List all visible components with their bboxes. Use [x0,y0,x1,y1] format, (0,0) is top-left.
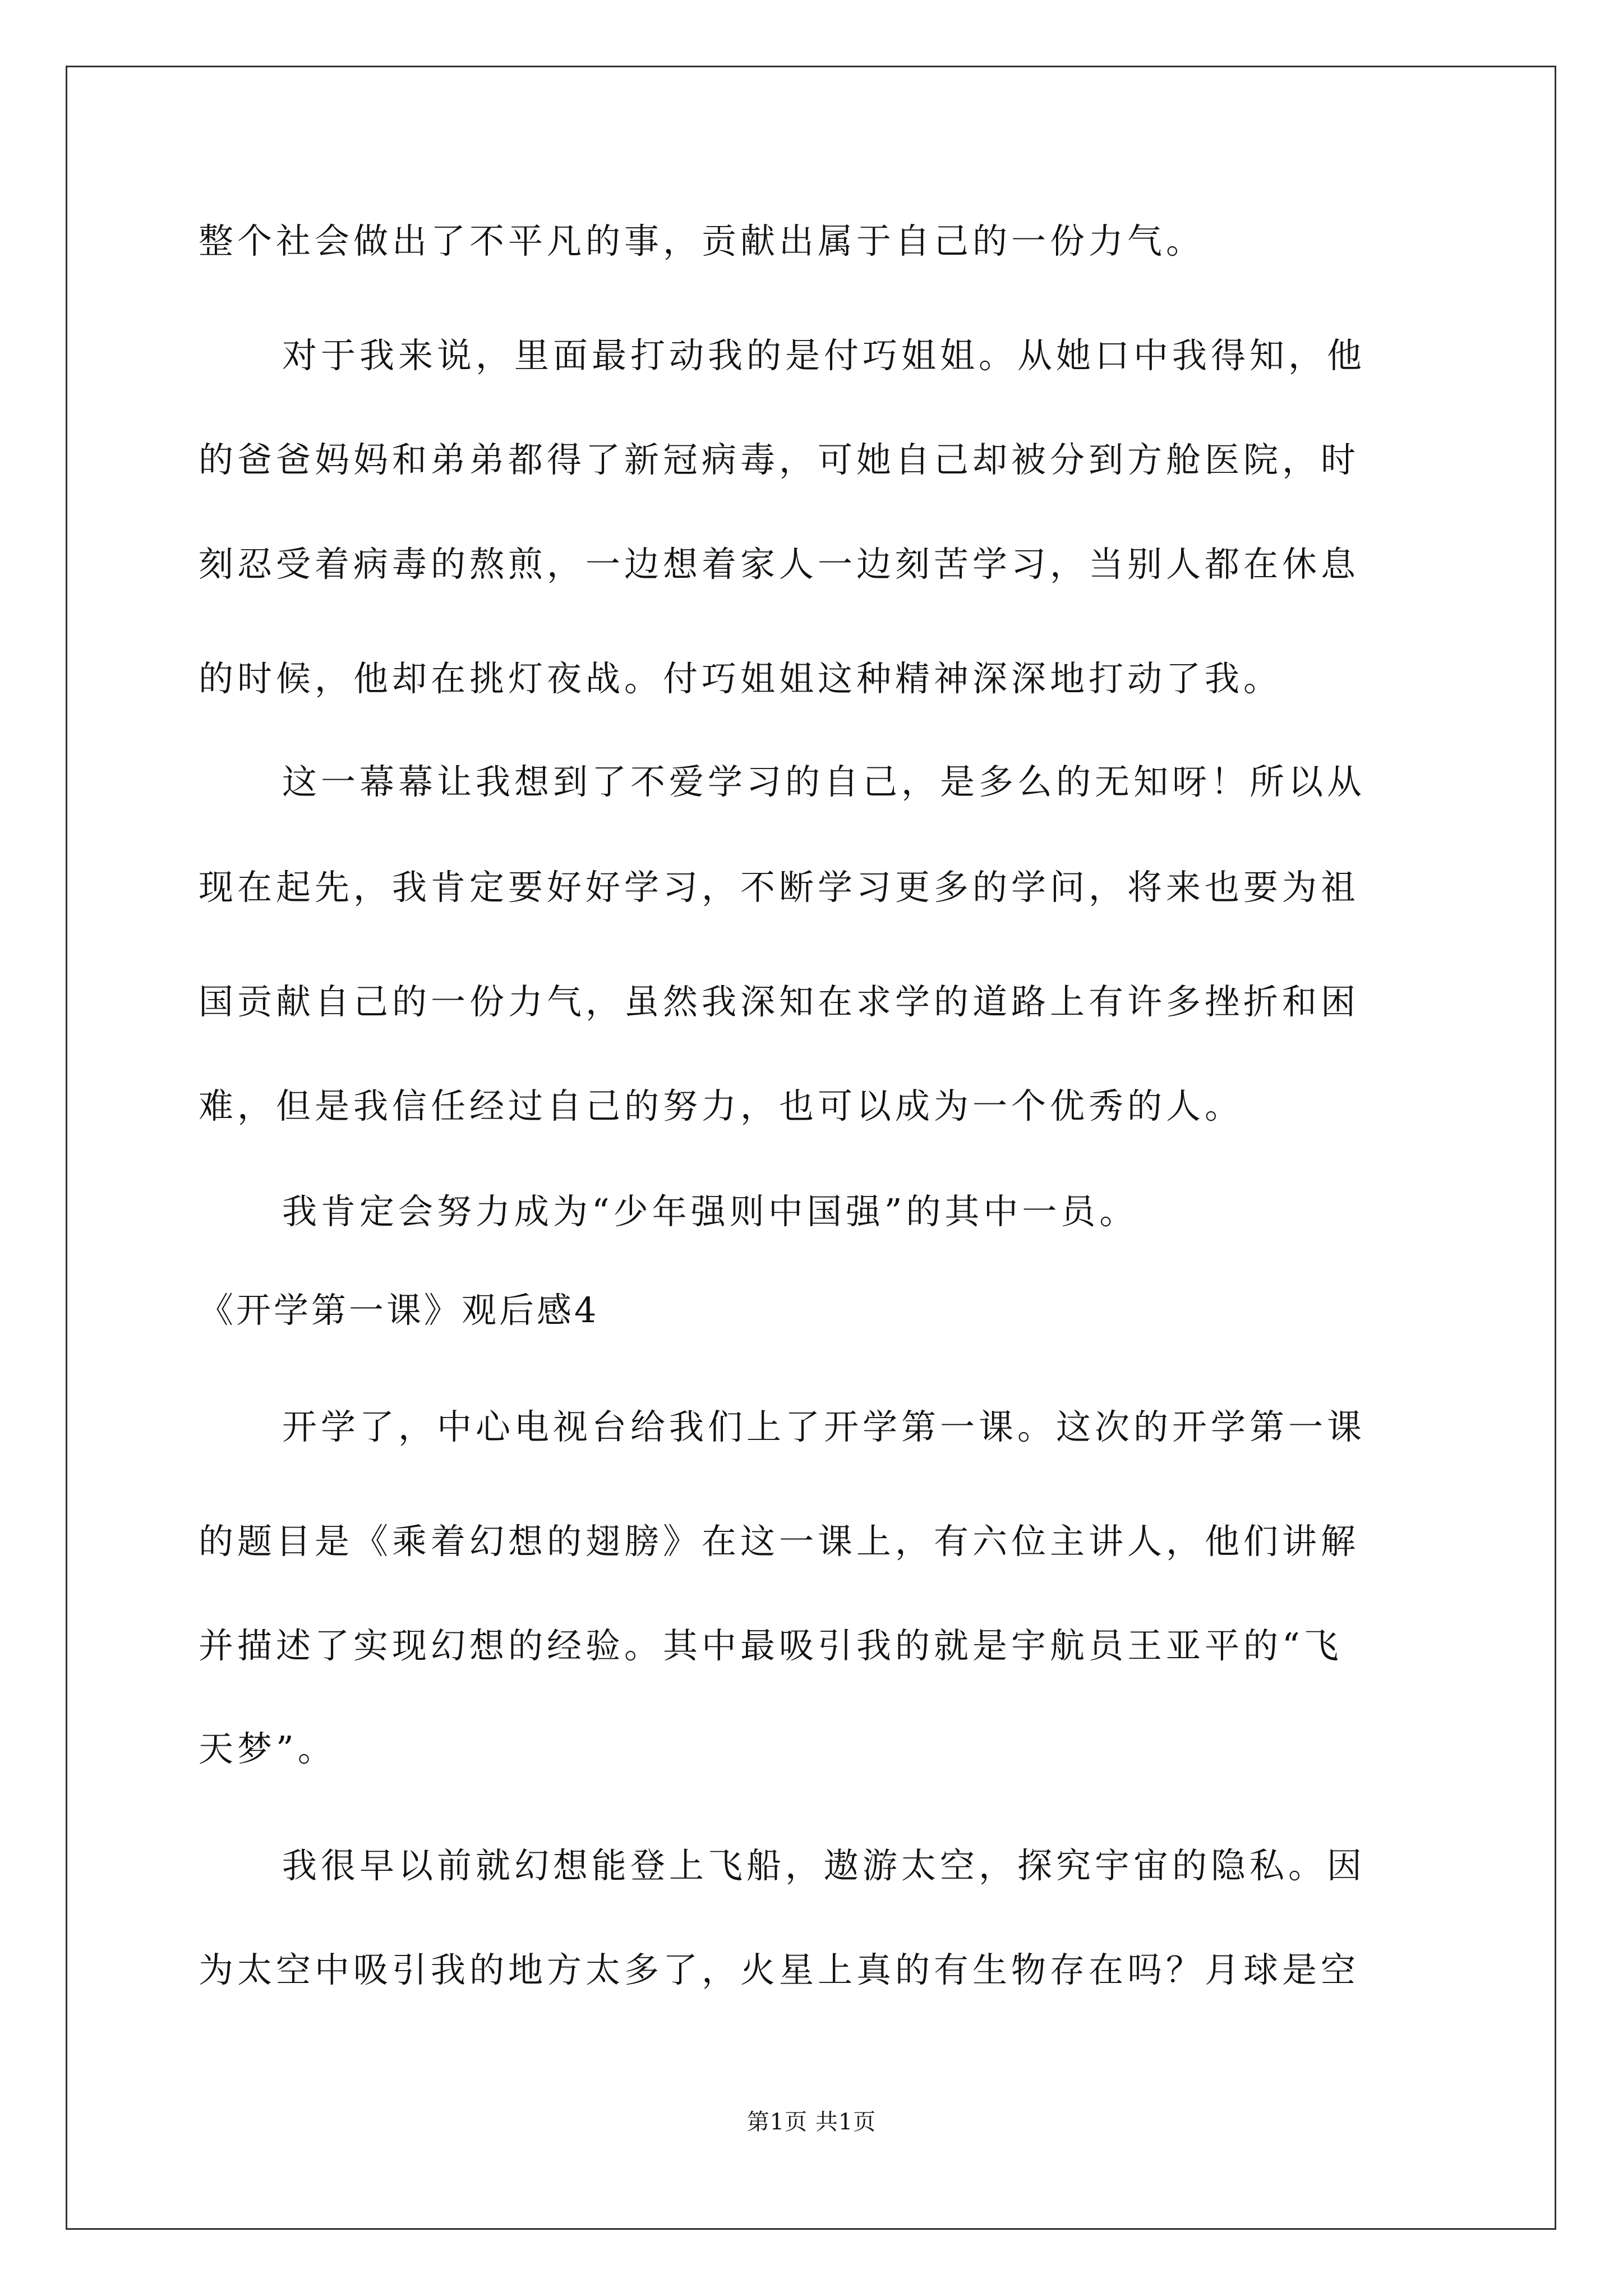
text-line: 天梦”。 [199,1728,336,1769]
text-line: 难，但是我信任经过自己的努力，也可以成为一个优秀的人。 [199,1085,1244,1126]
paragraph-start: 开学了，中心电视台给我们上了开学第一课。这次的开学第一课 [282,1406,1366,1447]
text-line: 并描述了实现幻想的经验。其中最吸引我的就是宇航员王亚平的“飞 [199,1625,1343,1666]
paragraph-start: 我很早以前就幻想能登上飞船，遨游太空，探究宇宙的隐私。因 [282,1845,1366,1886]
text-line: 的爸爸妈妈和弟弟都得了新冠病毒，可她自己却被分到方舱医院，时 [199,439,1360,480]
text-line: 整个社会做出了不平凡的事，贡献出属于自己的一份力气。 [199,220,1205,261]
text-line: 的时候，他却在挑灯夜战。付巧姐姐这种精神深深地打动了我。 [199,658,1283,699]
text-line: 的题目是《乘着幻想的翅膀》在这一课上，有六位主讲人，他们讲解 [199,1521,1360,1562]
paragraph-start: 这一幕幕让我想到了不爱学习的自己，是多么的无知呀！所以从 [282,761,1366,802]
text-line: 刻忍受着病毒的熬煎，一边想着家人一边刻苦学习，当别人都在休息 [199,544,1360,585]
text-line: 为太空中吸引我的地方太多了，火星上真的有生物存在吗？月球是空 [199,1949,1360,1990]
text-line: 现在起先，我肯定要好好学习，不断学习更多的学问，将来也要为祖 [199,867,1360,908]
paragraph-start: 对于我来说，里面最打动我的是付巧姐姐。从她口中我得知，他 [282,335,1366,376]
section-title: 《开学第一课》观后感4 [199,1290,600,1331]
paragraph-start: 我肯定会努力成为“少年强则中国强”的其中一员。 [282,1191,1138,1232]
page-border [66,66,1556,2230]
page-footer: 第1页 共1页 [746,2109,877,2135]
text-line: 国贡献自己的一份力气，虽然我深知在求学的道路上有许多挫折和困 [199,981,1360,1022]
